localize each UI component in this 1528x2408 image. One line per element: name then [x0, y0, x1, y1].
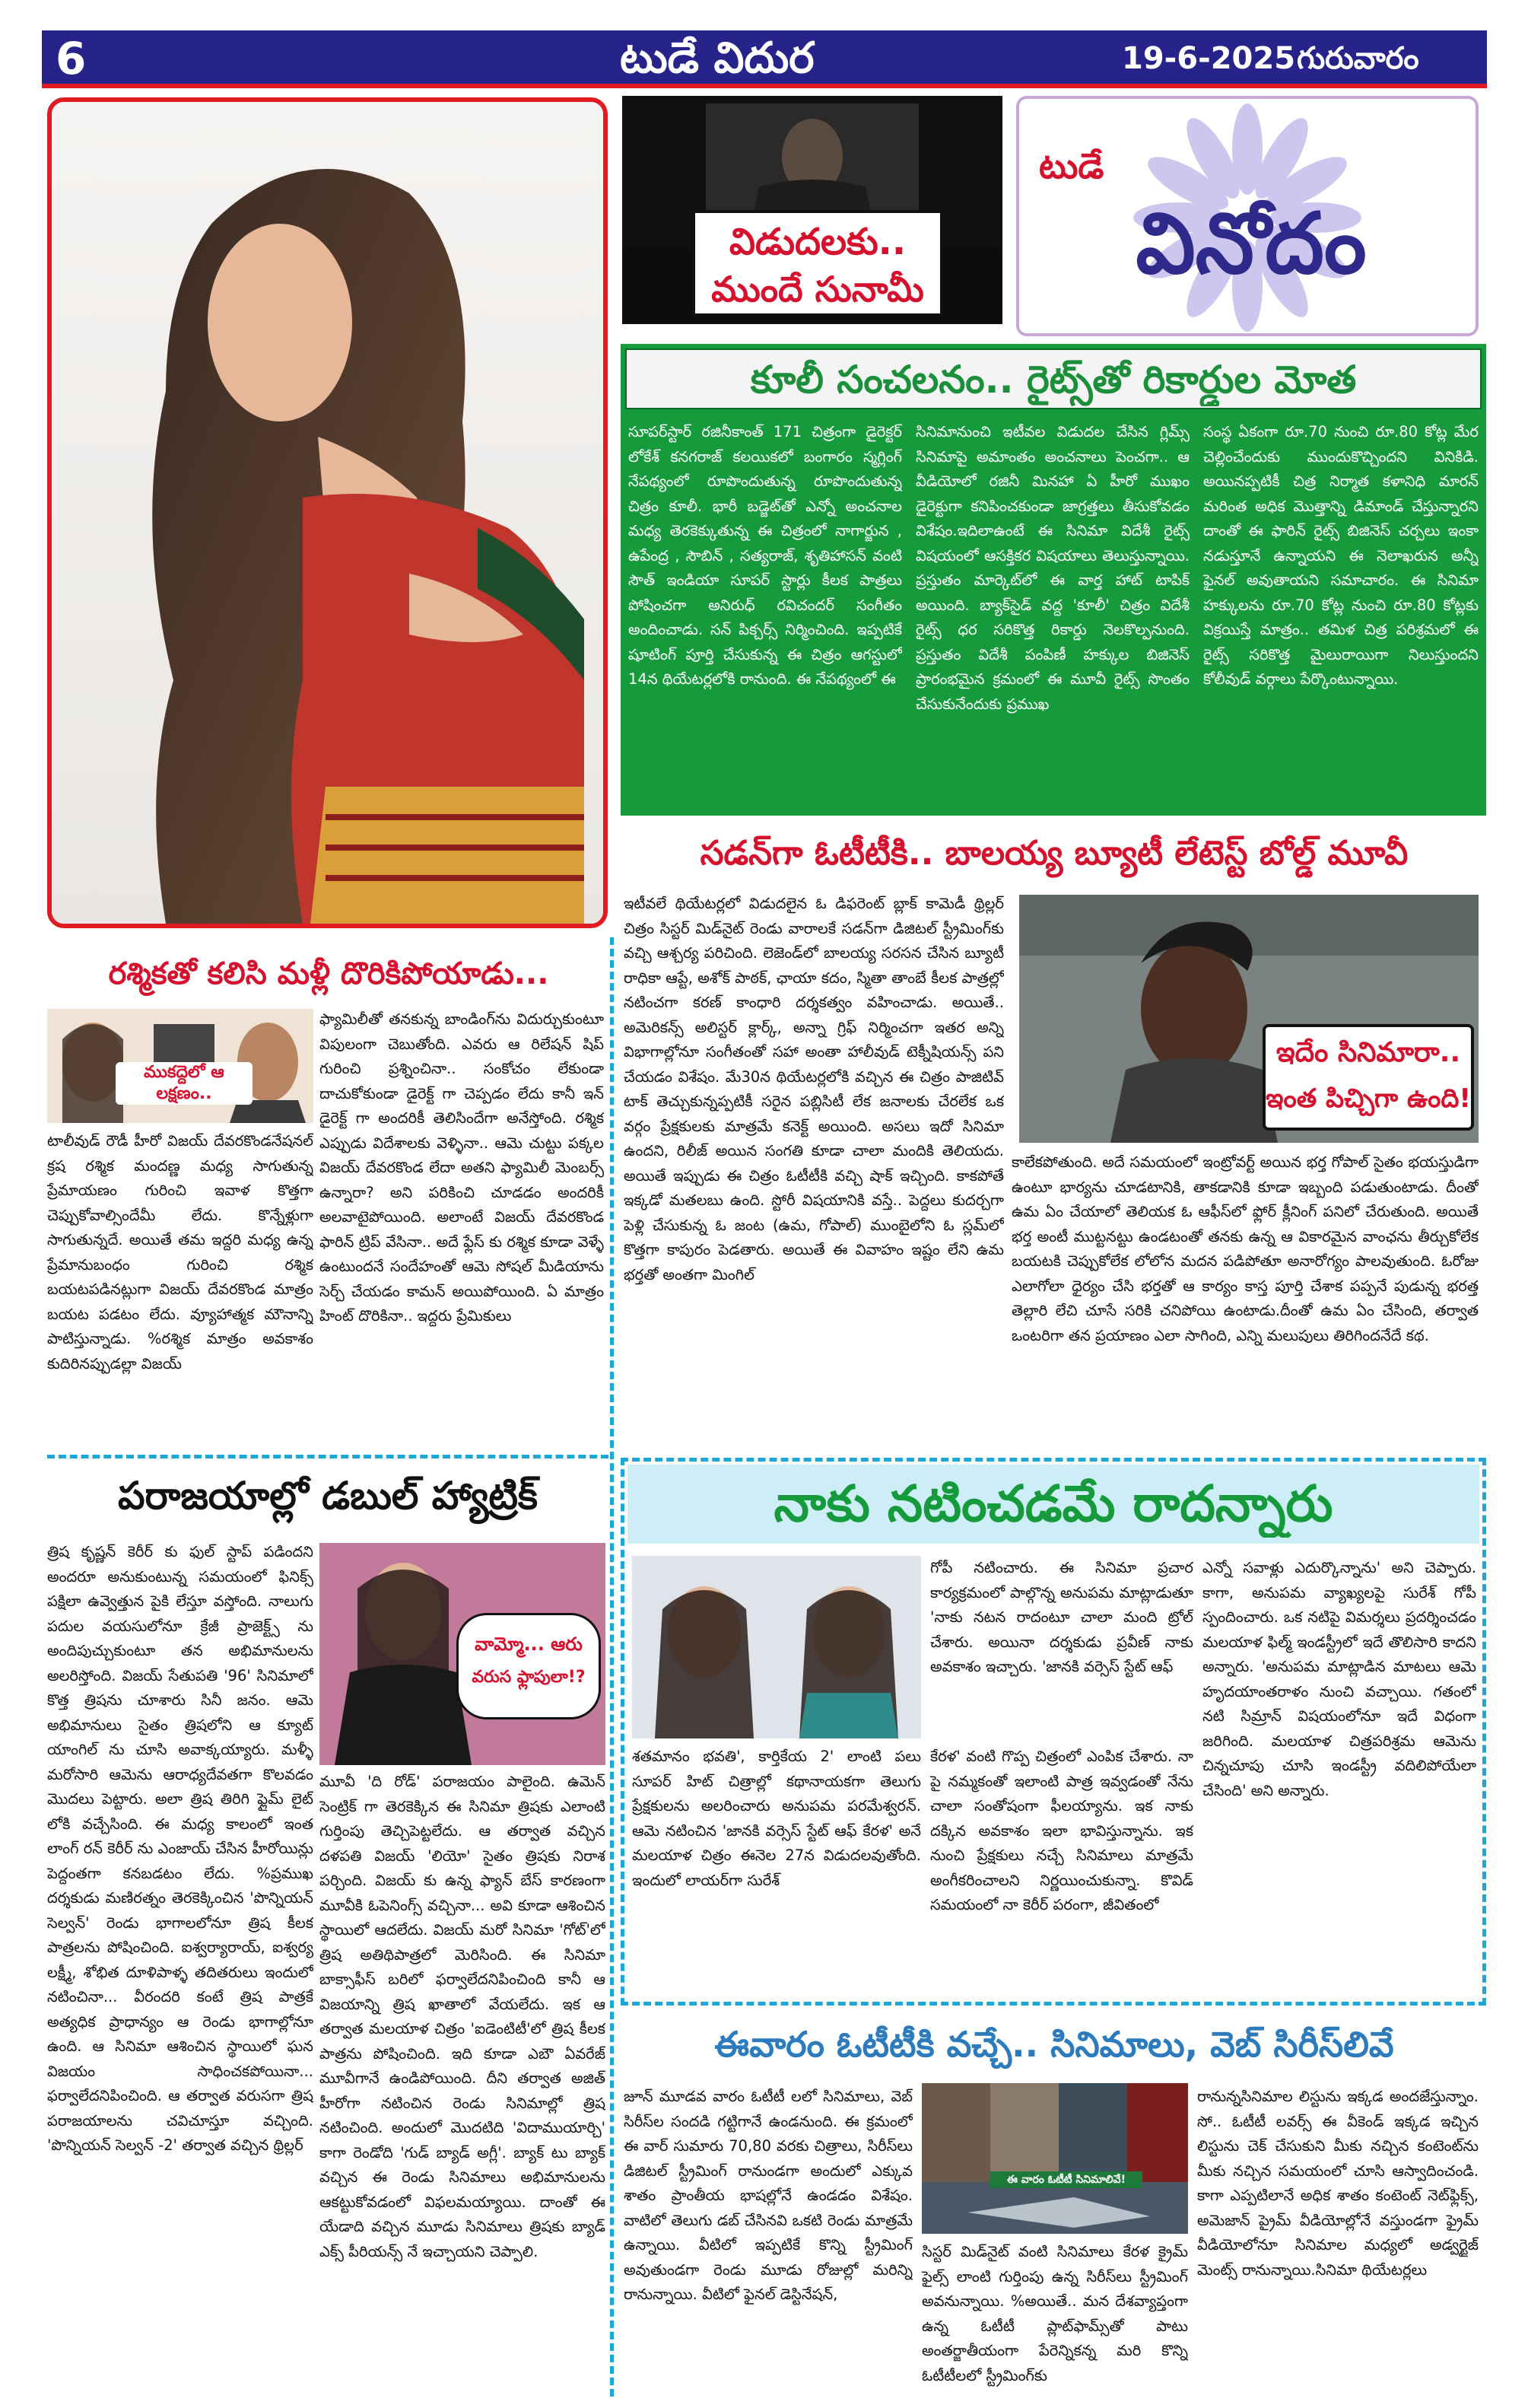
ott-col3: రానున్నసినిమాల లిస్టును ఇక్కడ అందజేస్తున్నాం. సో.. ఓటీటీ లవర్స్ ఈ వీకెండ్ ఇక్కడ ఇచ్చిన లిస్టును చెక్ చేసుకుని మీకు నచ్చిన కంటెంట్‌ను మీకు నచ్చిన సమయంలో చూసి ఆస్వాదించండి. కాగా ఎప్పటిలానే అధిక శాతం కంటెంట్ నెట్‌ఫ్లిక్స్, అమెజాన్ ప్రైమ్ వీడియోల్లోనే వస్తుండగా ఫ్రైమ్ వీడియోలోనూ సినిమాల మధ్యలో అడ్వర్టైజ్ మెంట్స్ రానున్నాయి.సినిమా థియేటర్లలు	[1197, 2088, 1479, 2279]
portrait-photo	[47, 97, 608, 928]
logo-name: వినోదం	[1136, 195, 1367, 292]
balayya-caption-line1: ఇదేం సినిమారా..	[1275, 1037, 1461, 1068]
column-divider	[610, 937, 614, 2397]
issue-date: 19-6-2025	[1122, 41, 1296, 76]
coolie-headline: కూలీ సంచలనం.. రైట్స్‌తో రికార్డుల మోత	[750, 358, 1357, 402]
ott-image	[922, 2083, 1188, 2234]
actress-photo	[632, 1556, 921, 1738]
trisha-caption-line2: వరుస ఫ్లాపులా!?	[472, 1668, 586, 1687]
ott-col1: జూన్ మూడవ వారం ఓటీటీ లలో సినిమాలు, వెబ్ సిరీస్‌ల సందడి గట్టిగానే ఉండనుంది. ఈ క్రమంలో ఈ వార్ సుమారు 70,80 వరకు చిత్రాలు, సిరీస్‌లు డిజిటల్ స్ట్రీమింగ్ రానుండగా అందులో ఎక్కువ శాతం ప్రాంతీయ భాషల్లోనే ఉండడం విశేషం. వాటిలో తెలుగు డబ్ చేసినవి ఒకటి రెండు మాత్రమే ఉన్నాయి. వీటిలో ఇప్పటికే కొన్ని స్ట్రీమింగ్ అవుతుండగా రెండు మూడు రోజుల్లో మరిన్ని రానున్నాయి. వీటిలో ఫైనల్ డెస్టినేషన్,	[624, 2088, 913, 2303]
balayya-caption-line2: ఇంత పిచ్చిగా ఉంది!	[1266, 1083, 1471, 1114]
trisha-col-right: మూవీ 'ది రోడ్' పరాజయం పాలైంది. ఉమెన్ సెంట్రిక్ గా తెరకెక్కిన ఈ సినిమా త్రిషకు ఎలాంటి గుర్తింపు తెచ్చిపెట్టలేదు. ఆ తర్వాత వచ్చిన దళపతి విజయ్ 'లియో' సైతం త్రిషకు నిరాశ పర్చింది. విజయ్ కు ఉన్న ఫ్యాన్ బేస్ కారణంగా మూవీకి ఓపెనింగ్స్ వచ్చినా... అవి కూడా ఆశించిన స్థాయిలో ఆదలేదు. విజయ్ మరో సినిమా 'గోట్'లో త్రిష అతిథిపాత్రలో మెరిసింది. ఈ సినిమా బాక్సాఫీస్ బరిలో ఫర్వాలేదనిపించింది కానీ ఆ విజయాన్ని త్రిష ఖాతాలో వేయలేదు. ఇక ఆ తర్వాత మలయాళ చిత్రం 'ఐడెంటిటీ'లో త్రిష కీలక పాత్రను పోషించింది. ఇది కూడా ఎబౌ ఏవరేజ్ మూవీగానే ఉండిపోయింది. దీని తర్వాత అజిత్ హీరోగా నటించిన రెండు సినిమాల్లో త్రిష నటించింది. అందులో మొదటిది 'విదాముయార్చి' కాగా రెండోది 'గుడ్ బ్యాడ్ అగ్లీ'. బ్యాక్ టు బ్యాక్ వచ్చిన ఈ రెండు సినిమాలు అభిమానులను ఆకట్టుకోవడంలో విఫలమయ్యాయి. దాంతో ఈ యేడాది వచ్చిన మూడు సినిమాలు త్రిషకు బ్యాడ్ ఎక్స్ పీరియన్స్ నే ఇచ్చాయని చెప్పాలి.	[319, 1773, 605, 2260]
balayya-caption-box	[1263, 1024, 1474, 1131]
rashmika-thumb	[47, 1009, 313, 1123]
banner-caption-line2: ముందే సునామీ	[711, 269, 924, 310]
banner-caption-box	[692, 210, 943, 317]
anupama-headline-box	[627, 1465, 1479, 1544]
trisha-image	[319, 1543, 605, 1765]
rashmika-col-right: ఫ్యామిలీతో తనకున్న బాండింగ్‌ను విదుర్చుకుంటూ విపులంగా చెబుతోంది. ఎవరు ఆ రిలేషన్ షిప్ గురించి ప్రశ్నించినా.. సంకోచం లేకుండా దాచుకోకుండా డైరెక్ట్ గా చెప్పడం లేదు కానీ ఇన్ డైరెక్ట్ గా అందరికీ తెలిసిందేగా అనేస్తోంది. రశ్మిక ఎప్పుడు విదేశాలకు వెళ్ళినా.. ఆమె చుట్టు పక్కల విజయ్ దేవరకొండ లేదా అతని ఫ్యామిలీ మెంబర్స్ ఉన్నారా? అని పరికించి చూడడం అందరికీ అలవాటైపోయింది. అలాంటే విజయ్ దేవరకొండ ఫారిన్ ట్రిప్ వేసినా.. అదే ఫ్లేస్ కు రశ్మిక కూడా వెళ్ళే ఉంటుందనే సందేహంతో ఆమె సోషల్ మీడియాను సెర్చ్ చేయడం కామన్ అయిపోయింది. ఏ మాత్రం హింట్ దొరికినా.. ఇద్దరు ప్రేమికులు	[319, 1010, 604, 1325]
anupama-col1-bottom: శతమానం భవతి', కార్తికేయ 2' లాంటి పలు సూపర్ హిట్ చిత్రాల్లో కథానాయకగా తెలుగు ప్రేక్షకులను అలరించారు అనుపమ పరమేశ్వరన్. ఆమె నటించిన 'జానకి వర్సెస్ స్టేట్ ఆఫ్ కేరళ' అనే మలయాళ చిత్రం ఈనెల 27న విడుదలవుతోంది. ఇందులో లాయర్‌గా సురేశ్	[632, 1748, 921, 1889]
balayya-col-left: ఇటీవలే థియేటర్లలో విడుదలైన ఓ డిఫరెంట్ బ్లాక్ కామెడీ థ్రిల్లర్ చిత్రం సిస్టర్ మిడ్‌నైట్ రెండు వారాలకే సడన్‌గా డిజిటల్ స్ట్రీమింగ్‌కు వచ్చి ఆశ్చర్య పరిచింది. లెజెండ్‌లో బాలయ్య సరసన చేసిన బ్యూటీ రాధికా ఆప్టే, అశోక్ పాఠక్, ఛాయా కదం, స్మితా తాంబే కీలక పాత్రల్లో నటించగా కరణ్ కాంధారి దర్శకత్వం వహించాడు. అయితే.. అమెరికన్స్ అలిస్టర్ క్లార్క్, అన్నా గ్రిఫ్ నిర్మించగా ఇతర అన్ని విభాగాల్లోనూ సంగీతంతో సహా అంతా హాలీవుడ్ టెక్నీషియన్స్ పని చేయడం విశేషం. మే30న థియేటర్లలోకి వచ్చిన ఈ చిత్రం పాజిటివ్ టాక్ తెచ్చుకున్నప్పటికీ సరైన పబ్లిసిటీ లేక జనాలకు చేరలేక ఒక వర్గం ప్రేక్షకులకు మాత్రమే కనెక్ట్ అయింది. అసలు ఇదో సినిమా ఉందని, రిలీజ్ అయిన సంగతి కూడా చాలా మందికి తెలియదు. అయితే ఇప్పుడు ఈ చిత్రం ఓటీటీకి వచ్చి షాక్ ఇచ్చింది. కాకపోతే ఇక్కడో మతలబు ఉంది. స్టోరీ విషయానికి వస్తే.. పెద్దలు కుదర్చగా పెళ్లి చేసుకున్న ఓ జంట (ఉమ, గోపాల్) ముంబైలోని ఓ స్లమ్‌లో కొత్తగా కాపురం పెడతారు. అయితే ఈ వివాహం ఇష్టం లేని ఉమ భర్తతో అంతగా మింగిల్	[624, 895, 1004, 1284]
anupama-headline: నాకు నటించడమే రాదన్నారు	[774, 1474, 1333, 1533]
anupama-image	[632, 1556, 921, 1738]
banner-caption-line1: విడుదలకు..	[729, 221, 907, 263]
coolie-article	[621, 344, 1486, 816]
page-number: 6	[56, 33, 87, 84]
trisha-col-left: త్రిష కృష్ణన్ కెరీర్ కు ఫుల్ స్టాప్ పడిందని అందరూ అనుకుంటున్న సమయంలో ఫినిక్స్ పక్షిలా ఉవ్వెత్తున పైకి లేస్తూ వస్తోంది. నాలుగు పదుల వయసులోనూ క్రేజీ ప్రాజెక్ట్స్ ను అందిపుచ్చుకుంటూ తన అభిమానులను అలరిస్తోంది. విజయ్ సేతుపతి '96' సినిమాలో కొత్త త్రిషను చూశారు సినీ జనం. ఆమె అభిమానులు సైతం త్రిషలోని ఆ క్యూట్ యాంగిల్ ను చూసి అవాక్కయ్యారు. మళ్ళీ మరోసారి ఆమెను ఆరాధ్యదేవతగా కొలవడం మొదలు పెట్టారు. అలా త్రిష తిరిగి ఫ్లైమ్ లైట్ లోకి వచ్చేసింది. ఈ మధ్య కాలంలో ఇంత లాంగ్ రన్ కెరీర్ ను ఎంజాయ్ చేసిన హీరోయిన్లు పెద్దంతగా కనబడటం లేదు. %ప్రముఖ దర్శకుడు మణిరత్నం తెరకెక్కించిన 'పొన్నియన్ సెల్వన్' రెండు భాగాలలోనూ త్రిష కీలక పాత్రలను పోషించింది. ఐశ్వర్యారాయ్, ఐశ్వర్య లక్ష్మీ, శోభిత దూళిపాళ్ళ తదితరులు ఇందులో నటించినా... వీరందరి కంటే త్రిష పాత్రకే అత్యధిక ప్రాధాన్యం ఆ రెండు భాగాల్లోనూ ఉంది. ఆ సినిమా ఆశించిన స్థాయిలో ఘన విజయం సాధించకపోయినా... ఫర్వాలేదనిపించింది. ఆ తర్వాత వరుసగా త్రిష పరాజయాలను చవిచూస్తూ వచ్చింది. 'పొన్నియన్ సెల్వన్ -2' తర్వాత వచ్చిన థ్రిల్లర్	[47, 1543, 313, 2154]
newspaper-title: టుడే విదుర	[620, 33, 815, 83]
coolie-col3: సంస్థ ఏకంగా రూ.70 నుంచి రూ.80 కోట్ల మేర చెల్లించేందుకు ముందుకొచ్చిందని వినికిడి. అయినప్పటికీ చిత్ర నిర్మాత కళానిధి మారన్ మరింత అధిక మొత్తాన్ని డిమాండ్ చేస్తున్నారని దాంతో ఈ ఫారిన్ రైట్స్ బిజినెస్ చర్చలు ఇంకా నడుస్తూనే ఉన్నాయని ఈ నెలాఖరున అన్నీ ఫైనల్ అవుతాయని సమాచారం. ఈ సినిమా హక్కులను రూ.70 కోట్ల నుంచి రూ.80 కోట్లకు విక్రయిస్తే మాత్రం.. తమిళ చిత్ర పరిశ్రమలో ఈ రైట్స్ సరికొత్త మైలురాయిగా నిలుస్తుందని కోలీవుడ్ వర్గాలు పేర్కొంటున్నాయి.	[1203, 423, 1479, 688]
balayya-col-bottom: కాలేకపోతుంది. అదే సమయంలో ఇంట్రోవర్ట్ అయిన భర్త గోపాల్ సైతం భయస్తుడిగా ఉంటూ భార్యను చూడటానికి, తాకడానికి కూడా ఇబ్బంది పడుతుంటాడు. దీంతో ఉమ ఏం చేయాలో తెలియక ఓ ఆఫీస్‌లో ఫ్లోర్ క్లీనింగ్ పనిలో చేరుతుంది. అయితే భర్త అంటీ ముట్టనట్టు ఉండటంతో తనకు ఉన్న ఆ వికారమైన వాంఛను తీర్చుకోలేక బయటకి చెప్పుకోలేక లోలోన మదన పడిపోతూ అనారోగ్యం పాలవుతుంది. ఓరోజు ఎలాగోలా ధైర్యం చేసి భర్తతో ఆ కార్యం కాస్త పూర్తి చేశాక పప్పనే పుడున్న భరత్త తెల్లారి లేచి చూసే సరికి చనిపోయి ఉంటాడు.దీంతో ఉమ ఏం చేసింది, తర్వాత ఒంటరిగా తన ప్రయాణం ఎలా సాగింది, ఎన్ని మలుపులు తిరిగిందనేదే కథ.	[1012, 1153, 1479, 1344]
trisha-caption-box	[456, 1613, 601, 1719]
ott-col2-bottom: సిస్టర్ మిడ్‌నైట్ వంటి సినిమాలు కేరళ క్రైమ్ ఫైల్స్ లాంటి గుర్తింపు ఉన్న సిరీస్‌లు స్ట్రీమింగ్ అవనున్నాయి. %అయితే.. మన దేశవ్యాప్తంగా ఉన్న ఓటీటీ ప్లాట్‌ఫామ్స్‌తో పాటు అంతర్జాతీయంగా పేరెన్నికన్న మరి కొన్ని ఓటీటీలలో స్ట్రీమింగ్‌కు	[922, 2243, 1188, 2384]
ott-image-caption: ఈ వారం ఓటీటీ సినిమాలివే!	[990, 2171, 1142, 2188]
ott-headline: ఈవారం ఓటీటీకి వచ్చే.. సినిమాలు, వెబ్ సిరీస్‌లివే	[714, 2024, 1394, 2065]
rashmika-col-left: టాలీవుడ్ రౌడీ హీరో విజయ్ దేవరకొండనేషనల్ క్రష రశ్మిక మందణ్ణ మధ్య సాగుతున్న ప్రేమాయణం గురించి ఇవాళ కొత్తగా చెప్పుకోవాల్సిందేమీ లేదు. కొన్నేళ్లుగా సాగుతున్నదే. అయితే తమ ఇద్దరి మధ్య ఉన్న ప్రేమానుబంధం గురించి రశ్మిక బయటపడినట్లుగా విజయ్ దేవరకొండ మాత్రం బయట పడటం లేదు. వ్యూహాత్మక మౌనాన్ని పాటిస్తున్నాడు. %రశ్మిక మాత్రం అవకాశం కుదిరినప్పుడల్లా విజయ్	[47, 1132, 313, 1373]
balayya-image	[1019, 895, 1479, 1143]
anupama-col3: ఎన్నో సవాళ్లు ఎదుర్కొన్నాను' అని చెప్పారు. కాగా, అనుపమ వ్యాఖ్యలపై సురేశ్ గోపీ స్పందించారు. ఒక నటిపై విమర్శలు ప్రదర్శించడం మలయాళ ఫిల్మ్ ఇండస్ట్రీలో ఇదే తొలిసారి కాదని అన్నారు. 'అనుపమ మాట్లాడిన మాటలు ఆమె హృదయాంతరాళం నుంచి వచ్చాయి. గతంలో నటి సిమ్రాన్ విషయంలోనూ ఇదే విధంగా జరిగింది. మలయాళ చిత్రపరిశ్రమ ఆమెను చిన్నచూపు చూసి ఇండస్ట్రీ వదిలిపోయేలా చేసింది' అని అన్నారు.	[1202, 1559, 1476, 1799]
coolie-headline-box	[625, 348, 1482, 409]
issue-day: గురువారం	[1297, 41, 1419, 76]
logo-today: టుడే	[1039, 145, 1104, 186]
trisha-headline: పరాజయాల్లో డబుల్ హ్యాట్రిక్	[117, 1474, 538, 1518]
anupama-col2-bottom: కేరళ' వంటి గొప్ప చిత్రంలో ఎంపిక చేశారు. నా పై నమ్మకంతో ఇలాంటి పాత్ర ఇవ్వడంతో నేను చాలా సంతోషంగా ఫీలయ్యాను. ఇక నాకు దక్కిన అవకాశం ఇలా భావిస్తున్నాను. ఇక నుంచి ప్రేక్షకులు నచ్చే సినిమాలు మాత్రమే అంగీకరించాలని నిర్ణయించుకున్నా. కొవిడ్ సమయంలో నా కెరీర్ పరంగా, జీవితంలో	[930, 1748, 1193, 1913]
section-logo	[1016, 96, 1479, 336]
coolie-col2: సినిమానుంచి ఇటీవల విడుదల చేసిన గ్లిమ్స్ సినిమాపై అమాంతం అంచనాలు పెంచగా.. ఆ వీడియోలో రజినీ మినహా ఏ హీరో ముఖం డైరెక్టుగా కనిపించకుండా జాగ్రత్తలు తీసుకోవడం విశేషం.ఇదిలాఉంటే ఈ సినిమా విదేశీ రైట్స్ విషయంలో ఆసక్తికర విషయాలు తెలుస్తున్నాయి. ప్రస్తుతం మార్కెట్‌లో ఈ వార్త హాట్ టాపిక్ అయింది. బ్యాక్‌సైడ్ వద్ద 'కూలీ' చిత్రం విదేశీ రైట్స్ ధర సరికొత్త రికార్డు నెలకొల్పనుంది. ప్రస్తుతం విదేశీ పంపిణీ హక్కుల బిజినెస్ ప్రారంభమైన క్రమంలో ఈ మూవీ రైట్స్ సొంతం చేసుకునేందుకు ప్రముఖ	[916, 423, 1190, 713]
masthead	[42, 30, 1487, 88]
film-banner	[622, 96, 1002, 324]
coolie-col1: సూపర్‌స్టార్ రజినీకాంత్ 171 చిత్రంగా డైరెక్టర్ లోకేశ్ కనగరాజ్ కలయికలో బంగారం స్మగ్లింగ్ నేపథ్యంలో రూపొందుతున్న రూపొందుతున్న చిత్రం కూలీ. భారీ బడ్జెట్‌తో ఎన్నో అంచనాల మధ్య తెరకెక్కుతున్న ఈ చిత్రంలో నాగార్జున , ఉపేంద్ర , సౌబిన్ , సత్యరాజ్, శృతిహాసన్ వంటి సౌత్ ఇండియా సూపర్ స్టార్లు కీలక పాత్రలు పోషించగా అనిరుధ్ రవిచందర్ సంగీతం అందించాడు. సన్ పిక్చర్స్ నిర్మించింది. ఇప్పటికే షూటింగ్ పూర్తి చేసుకున్న ఈ చిత్రం ఆగస్టులో 14న థియేటర్లలోకి రానుంది. ఈ నేపథ్యంలో ఈ	[628, 423, 902, 688]
portrait-photo-art	[52, 102, 603, 924]
anupama-article	[621, 1458, 1486, 2006]
section-divider-left	[47, 1455, 608, 1458]
rashmika-thumb-caption: ముకద్దెలో ఆ లక్షణం..	[116, 1062, 253, 1105]
trisha-caption-line1: వామ్మో... ఆరు	[475, 1633, 583, 1655]
balayya-headline: సడన్‌గా ఓటీటీకి.. బాలయ్య బ్యూటీ లేటెస్ట్ బోల్డ్ మూవీ	[700, 834, 1409, 873]
rashmika-headline: రశ్మికతో కలిసి మళ్లీ దొరికిపోయాడు...	[108, 956, 549, 991]
anupama-col1-top: గోపీ నటించారు. ఈ సినిమా ప్రచార కార్యక్రమంలో పాల్గొన్న అనుపమ మాట్లాడుతూ 'నాకు నటన రాదంటూ చాలా మంది ట్రోల్ చేశారు. అయినా దర్శకుడు ప్రవీణ్ నాకు అవకాశం ఇచ్చారు. 'జానకి వర్సెస్ స్టేట్ ఆఫ్	[930, 1559, 1193, 1675]
ott-collage-photo	[922, 2083, 1188, 2234]
